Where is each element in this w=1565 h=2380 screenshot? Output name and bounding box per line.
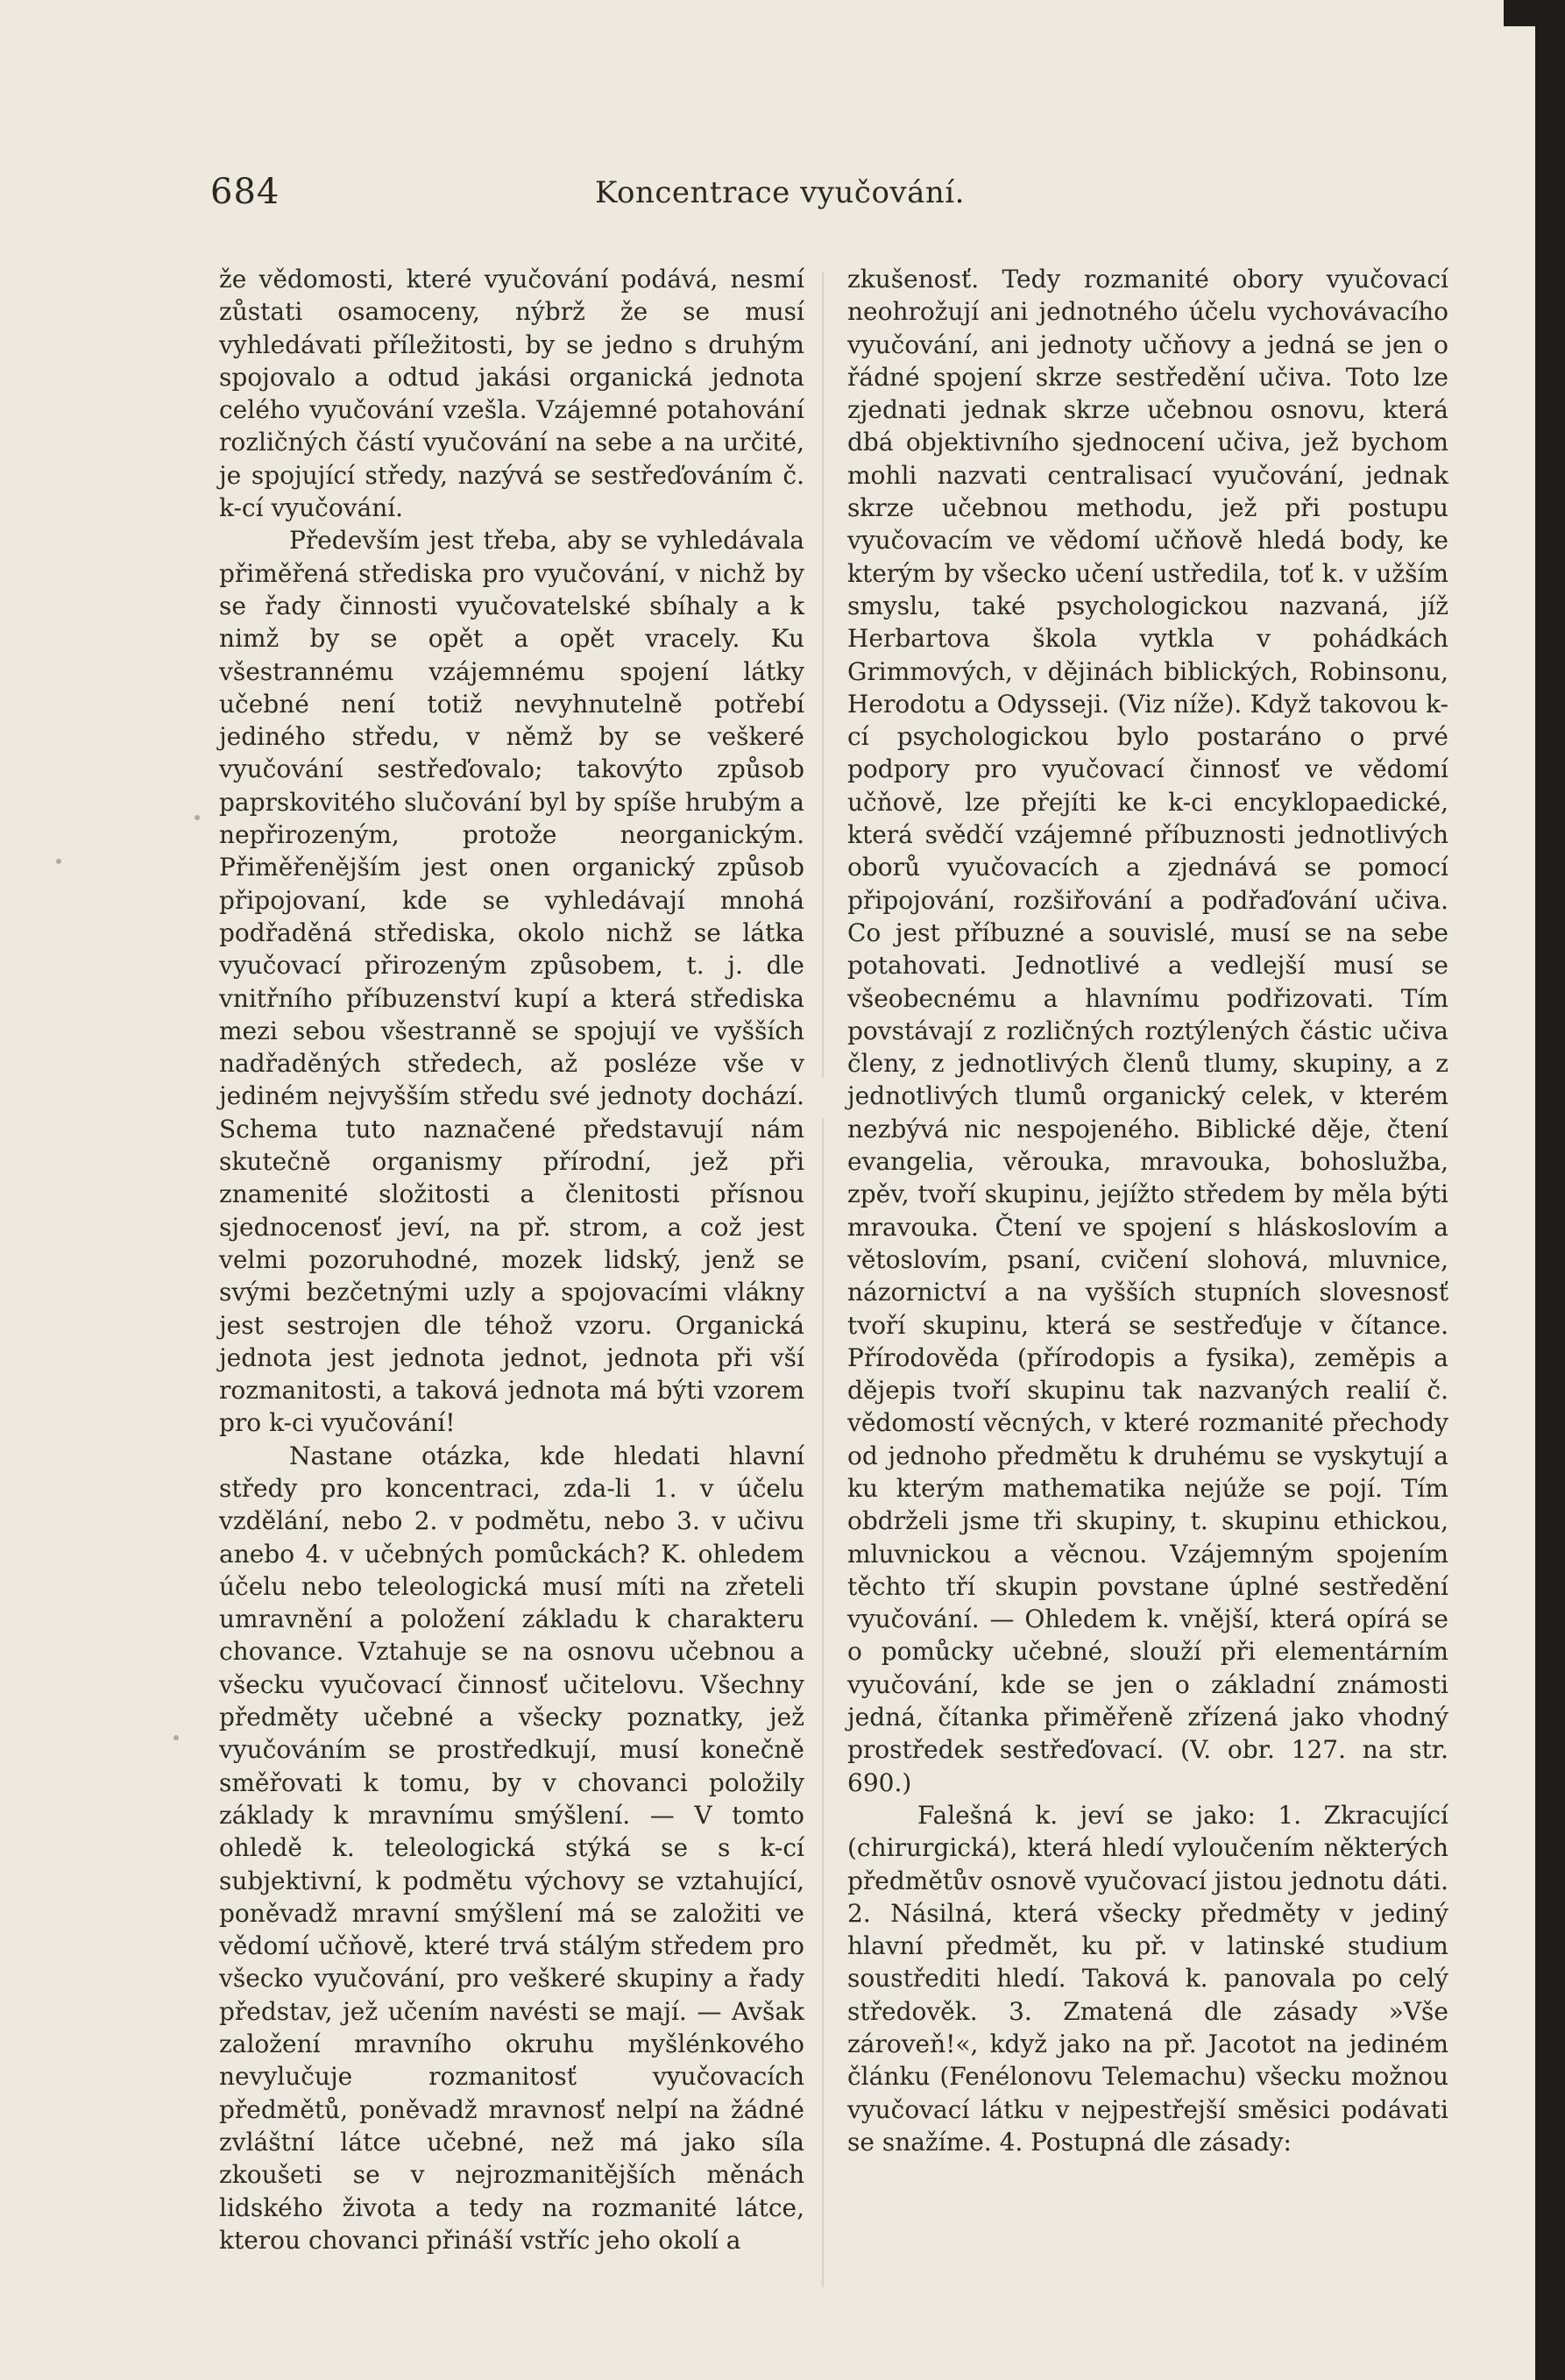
right-paragraph-1: zkušenosť. Tedy rozmanité obory vyučovací neohrožují ani jednotného účelu vychovávacího vyučování, ani jednoty učňovy a jedná se jen o řádné spojení skrze sestředění učiva. Toto lze zjednati jednak skrze učebnou osnovu, která dbá objektivního sjednocení učiva, jež bychom mohli nazvati centralisací vyučování, jednak skrze učebnou methodu, jež při postupu vyučovacím ve vědomí učňově hledá body, ke kterým by všecko učení ustředila, toť k. v užším smyslu, také psychologickou nazvaná, jíž Herbartova škola vytkla v pohádkách Grimmových, v dějinách biblických, Robinsonu, Herodotu a Odysseji. (Viz níže). Když takovou k-cí psychologickou bylo postaráno o prvé podpory pro vyučovací činnosť ve vědomí učňově, lze přejíti ke k-ci encyklopaedické, která svědčí vzájemné příbuznosti jednotlivých oborů vyučovacích a zjednává se pomocí připojování, rozšiřování a podřaďování učiva. Co jest příbuzné a souvislé, musí se na sebe potahovati. Jednotlivé a vedlejší musí se všeobecnému a hlavnímu podřizovati. Tím povstávají z rozličných roztýlených částic učiva členy, z jednotlivých členů tlumy, skupiny, a z jednotlivých tlumů organický celek, v kterém nezbývá nic nespojeného. Biblické děje, čtení evangelia, věrouka, mravouka, bohoslužba, zpěv, tvoří skupinu, jejížto středem by měla býti mravouka. Čtení ve spojení s hláskoslovím a větoslovím, psaní, cvičení slohová, mluvnice, názornictví a na vyšších stupních slovesnosť tvoří skupinu, která se sestřeďuje v čítance. Přírodověda (přírodopis a fysika), zeměpis a dějepis tvoří skupinu tak nazvaných realií č. vědomostí věcných, v které rozmanité přechody od jednoho předmětu k druhému se vyskytují a ku kterým mathematika nejúže se pojí. Tím obdrželi jsme tři skupiny, t. skupinu ethickou, mluvnickou a věcnou. Vzájemným spojením těchto tří skupin povstane úplné sestředění vyučování. — Ohledem k. vnější, která opírá se o pomůcky učebné, slouží při elementárním vyučování, kde se jen o základní známosti jedná, čítanka přiměřeně zřízená jako vhodný prostředek sestřeďovací. (V. obr. 127. na str. 690.) — [847, 265, 1448, 1797]
page-edge-shadow — [1535, 0, 1565, 2380]
right-paragraph-2: Falešná k. jeví se jako: 1. Zkracující (chirurgická), která hledí vyloučením některých předmětův osnově vyučovací jistou jednotu dáti. 2. Násilná, která všecky předměty v jediný hlavní předmět, ku př. v latinské studium soustřediti hledí. Taková k. panovala po celý středověk. 3. Zmatená dle zásady »Vše zároveň!«, když jako na př. Jacotot na jediném článku (Fenélonovu Telemachu) všecku možnou vyučovací látku v nejpestřejší směsici podávati se snažíme. 4. Postupná dle zásady: — [847, 1800, 1448, 2157]
running-title: Koncentrace vyučování. — [595, 175, 965, 210]
paper-speck — [173, 1735, 179, 1740]
column-divider — [822, 272, 824, 2287]
paper-speck — [195, 815, 200, 820]
left-paragraph-2: Především jest třeba, aby se vyhledávala přiměřená střediska pro vyučování, v nichž by se řady činnosti vyučovatelské sbíhaly a k nimž by se opět a opět vracely. Ku všestrannému vzájemnému spojení látky učebné není totiž nevyhnutelně potřebí jediného středu, v němž by se veškeré vyučování sestřeďovalo; takovýto způsob paprskovitého slučování byl by spíše hrubým a nepřirozeným, protože neorganickým. Přiměřenějším jest onen organický způsob připojovaní, kde se vyhledávají mnohá podřaděná střediska, okolo nichž se látka vyučovací přirozeným způsobem, t. j. dle vnitřního příbuzenství kupí a která střediska mezi sebou všestranně se spojují ve vyšších nadřaděných středech, až posléze vše v jediném nejvyšším středu své jednoty dochází. Schema tuto naznačené představují nám skutečně organismy přírodní, jež při znamenité složitosti a členitosti přísnou sjednocenosť jeví, na př. strom, a což jest velmi pozoruhodné, mozek lidský, jenž se svými bezčetnými uzly a spojovacími vlákny jest sestrojen dle téhož vzoru. Organická jednota jest jednota jednot, jednota při vší rozmanitosti, a taková jednota má býti vzorem pro k-ci vyučování! — [219, 526, 804, 1438]
page-corner-shadow — [1504, 0, 1565, 26]
left-column — [219, 263, 804, 2256]
paper-speck — [56, 859, 61, 864]
right-column — [847, 263, 1448, 2158]
left-paragraph-3: Nastane otázka, kde hledati hlavní středy pro koncentraci, zda-li 1. v účelu vzdělání, nebo 2. v podmětu, nebo 3. v učivu anebo 4. v učebných pomůckách? K. ohledem účelu nebo teleologická musí míti na zřeteli umravnění a položení základu k charakteru chovance. Vztahuje se na osnovu učebnou a všecku vyučovací činnosť učitelovu. Všechny předměty učebné a všecky poznatky, jež vyučováním se prostředkují, musí konečně směřovati k tomu, by v chovanci položily základy k mravnímu smýšlení. — V tomto ohledě k. teleologická stýká se s k-cí subjektivní, k podmětu výchovy se vztahující, poněvadž mravní smýšlení má se založiti ve vědomí učňově, které trvá stálým středem pro všecko vyučování, pro veškeré skupiny a řady představ, jež učením navésti se mají. — Avšak založení mravního okruhu myšlénkového nevylučuje rozmanitosť vyučovacích předmětů, poněvadž mravnosť nelpí na žádné zvláštní látce učebné, než má jako síla zkoušeti se v nejrozmanitějších měnách lidského života a tedy na rozmanité látce, kterou chovanci přináší vstříc jeho okolí a — [219, 1441, 804, 2255]
page-number: 684 — [210, 172, 280, 212]
page-header — [210, 172, 1349, 221]
left-paragraph-1: že vědomosti, které vyučování podává, nesmí zůstati osamoceny, nýbrž že se musí vyhledávati příležitosti, by se jedno s druhým spojovalo a odtud jakási organická jednota celého vyučování vzešla. Vzájemné potahování rozličných částí vyučování na sebe a na určité, je spojující středy, nazývá se sestřeďováním č. k-cí vyučování. — [219, 265, 804, 523]
